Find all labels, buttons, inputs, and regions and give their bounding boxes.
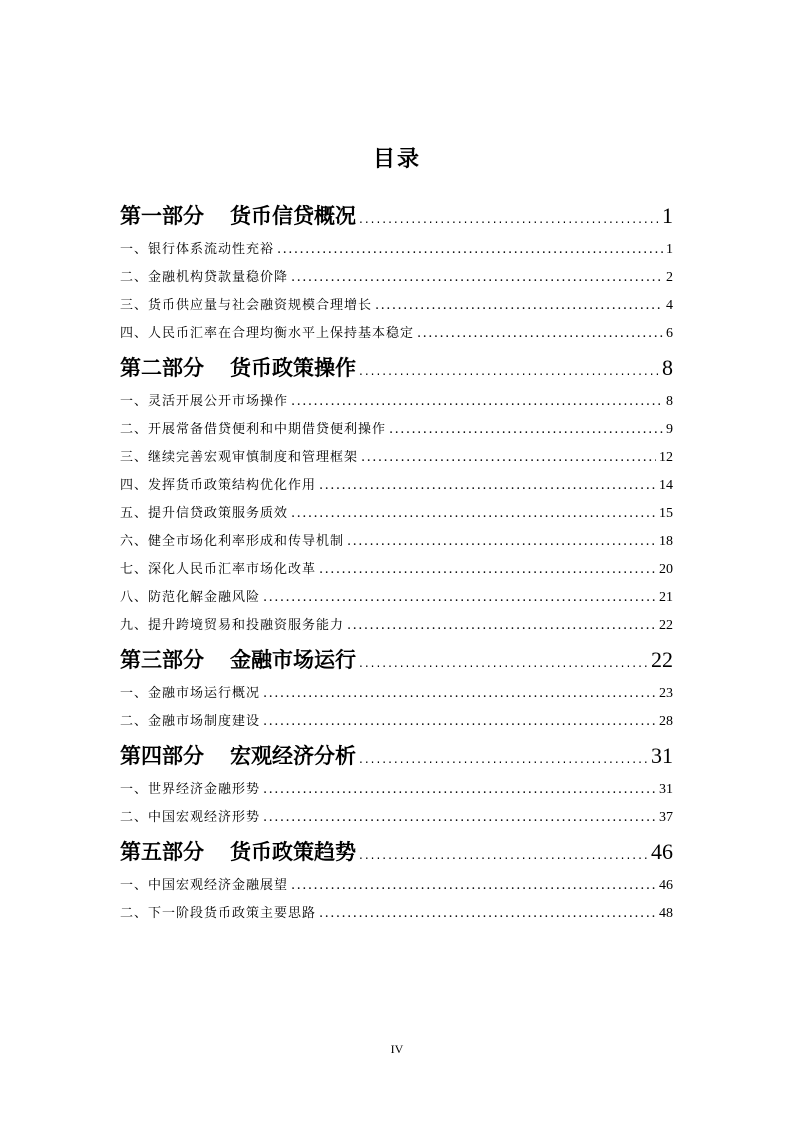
dot-leader (417, 320, 663, 348)
toc-item-page: 18 (659, 534, 673, 549)
toc-item-label: 七、深化人民币汇率市场化改革 (120, 562, 317, 577)
part-title: 金融市场运行 (230, 648, 356, 672)
dot-leader (347, 528, 656, 556)
dot-leader (319, 900, 656, 928)
toc-item-page: 12 (659, 450, 673, 465)
part-page-number: 31 (651, 743, 673, 768)
dot-leader (263, 584, 656, 612)
toc-item-label: 三、继续完善宏观审慎制度和管理框架 (120, 450, 359, 465)
toc-item-page: 15 (659, 506, 673, 521)
part-page-number: 8 (662, 355, 673, 380)
toc-item-page: 20 (659, 562, 673, 577)
part-title: 货币政策操作 (230, 356, 356, 380)
toc-item-page: 37 (659, 810, 673, 825)
toc-item[interactable] (120, 292, 673, 320)
toc-item-label: 九、提升跨境贸易和投融资服务能力 (120, 618, 345, 633)
toc-item-page: 8 (666, 394, 673, 409)
toc-item-label: 一、世界经济金融形势 (120, 782, 261, 797)
dot-leader (291, 500, 656, 528)
toc-item[interactable] (120, 236, 673, 264)
dot-leader (263, 804, 656, 832)
dot-leader (359, 739, 648, 779)
toc-item-label: 一、灵活开展公开市场操作 (120, 394, 289, 409)
toc-item-label: 二、金融市场制度建设 (120, 714, 261, 729)
toc-item[interactable] (120, 528, 673, 556)
table-of-contents (120, 196, 673, 928)
toc-item-page: 1 (666, 242, 673, 257)
toc-item-page: 14 (659, 478, 673, 493)
part-number: 第一部分 (120, 204, 204, 228)
part-page-number: 1 (662, 203, 673, 228)
part-number: 第四部分 (120, 744, 204, 768)
dot-leader (319, 556, 656, 584)
toc-item[interactable] (120, 680, 673, 708)
toc-item[interactable] (120, 584, 673, 612)
toc-item-page: 31 (659, 782, 673, 797)
toc-item[interactable] (120, 872, 673, 900)
dot-leader (291, 388, 663, 416)
toc-item[interactable] (120, 708, 673, 736)
part-number: 第三部分 (120, 648, 204, 672)
part-title: 货币政策趋势 (230, 840, 356, 864)
toc-item-label: 四、人民币汇率在合理均衡水平上保持基本稳定 (120, 326, 415, 341)
part-number: 第二部分 (120, 356, 204, 380)
toc-item[interactable] (120, 500, 673, 528)
toc-item[interactable] (120, 472, 673, 500)
toc-item-label: 二、下一阶段货币政策主要思路 (120, 906, 317, 921)
toc-part[interactable] (120, 348, 673, 388)
toc-part[interactable] (120, 832, 673, 872)
toc-item[interactable] (120, 556, 673, 584)
toc-item-page: 9 (666, 422, 673, 437)
toc-part[interactable] (120, 736, 673, 776)
dot-leader (359, 199, 659, 239)
toc-item-label: 五、提升信贷政策服务质效 (120, 506, 289, 521)
toc-item-page: 2 (666, 270, 673, 285)
toc-item-page: 28 (659, 714, 673, 729)
toc-item-label: 三、货币供应量与社会融资规模合理增长 (120, 298, 373, 313)
toc-item-page: 22 (659, 618, 673, 633)
toc-item-page: 4 (666, 298, 673, 313)
dot-leader (375, 292, 663, 320)
page-title: 目录 (372, 147, 421, 172)
toc-part[interactable] (120, 196, 673, 236)
dot-leader (361, 444, 656, 472)
part-title: 货币信贷概况 (230, 204, 356, 228)
part-page-number: 22 (651, 647, 673, 672)
dot-leader (291, 264, 663, 292)
part-title: 宏观经济分析 (230, 744, 356, 768)
dot-leader (359, 643, 648, 683)
toc-item-page: 46 (659, 878, 673, 893)
toc-item-label: 一、中国宏观经济金融展望 (120, 878, 289, 893)
toc-part[interactable] (120, 640, 673, 680)
toc-item[interactable] (120, 804, 673, 832)
toc-item-page: 48 (659, 906, 673, 921)
toc-item-label: 一、金融市场运行概况 (120, 686, 261, 701)
toc-item[interactable] (120, 900, 673, 928)
dot-leader (389, 416, 663, 444)
part-page-number: 46 (651, 839, 673, 864)
toc-item[interactable] (120, 416, 673, 444)
toc-item-label: 二、金融机构贷款量稳价降 (120, 270, 289, 285)
toc-item-label: 六、健全市场化利率形成和传导机制 (120, 534, 345, 549)
dot-leader (277, 236, 663, 264)
page-number-footer: IV (390, 1042, 404, 1056)
toc-item[interactable] (120, 264, 673, 292)
toc-item[interactable] (120, 776, 673, 804)
dot-leader (359, 351, 659, 391)
dot-leader (291, 872, 656, 900)
toc-item[interactable] (120, 388, 673, 416)
toc-item-page: 6 (666, 326, 673, 341)
dot-leader (263, 776, 656, 804)
toc-item-label: 一、银行体系流动性充裕 (120, 242, 275, 257)
dot-leader (319, 472, 656, 500)
toc-item[interactable] (120, 320, 673, 348)
toc-item-page: 21 (659, 590, 673, 605)
toc-item-label: 四、发挥货币政策结构优化作用 (120, 478, 317, 493)
toc-item-label: 二、开展常备借贷便利和中期借贷便利操作 (120, 422, 387, 437)
toc-item[interactable] (120, 612, 673, 640)
toc-item-label: 八、防范化解金融风险 (120, 590, 261, 605)
toc-item-label: 二、中国宏观经济形势 (120, 810, 261, 825)
dot-leader (263, 708, 656, 736)
dot-leader (347, 612, 656, 640)
toc-item-page: 23 (659, 686, 673, 701)
dot-leader (359, 835, 648, 875)
part-number: 第五部分 (120, 840, 204, 864)
dot-leader (263, 680, 656, 708)
toc-item[interactable] (120, 444, 673, 472)
